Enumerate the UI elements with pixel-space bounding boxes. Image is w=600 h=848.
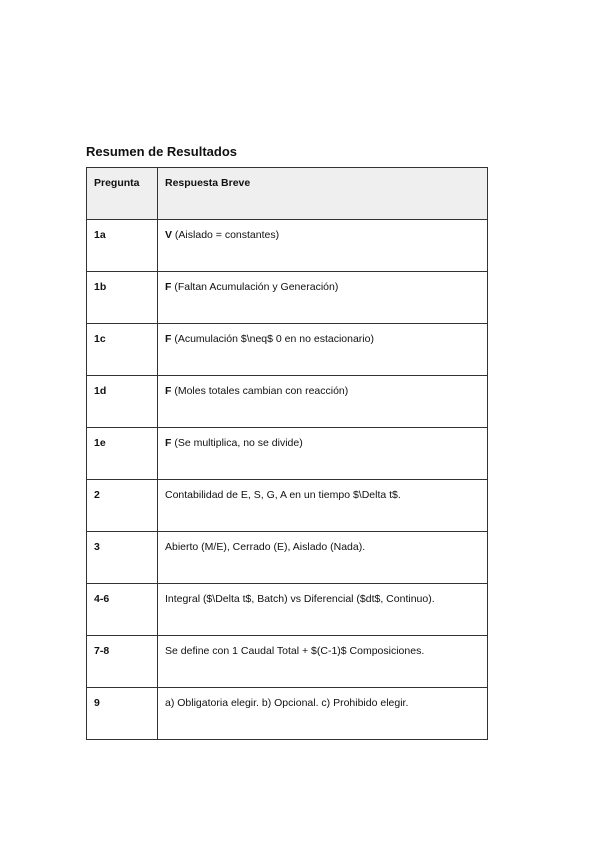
answer-text: (Se multiplica, no se divide) <box>171 437 303 449</box>
question-cell: 1e <box>87 428 158 480</box>
header-question: Pregunta <box>87 168 158 220</box>
answer-text: (Faltan Acumulación y Generación) <box>171 281 339 293</box>
answer-verdict: F <box>165 333 172 345</box>
question-cell: 1b <box>87 272 158 324</box>
table-row <box>87 480 488 532</box>
table-row <box>87 428 488 480</box>
table-row <box>87 376 488 428</box>
answer-cell <box>158 272 488 324</box>
answer-cell <box>158 584 488 636</box>
table-row <box>87 272 488 324</box>
table-body <box>87 220 488 740</box>
answer-verdict: F <box>165 281 172 293</box>
document-title: Resumen de Resultados <box>86 144 237 159</box>
answer-cell <box>158 688 488 740</box>
table-row <box>87 220 488 272</box>
question-cell: 4-6 <box>87 584 158 636</box>
answer-cell <box>158 532 488 584</box>
question-cell: 2 <box>87 480 158 532</box>
answer-text: (Aislado = constantes) <box>172 229 280 241</box>
table-header-row <box>87 168 488 220</box>
answer-text: (Moles totales cambian con reacción) <box>171 385 349 397</box>
results-table <box>86 167 488 740</box>
answer-verdict: F <box>165 385 172 397</box>
answer-text: Se define con 1 Caudal Total + $(C-1)$ Composiciones. <box>165 645 425 657</box>
header-answer: Respuesta Breve <box>158 168 488 220</box>
table-row <box>87 636 488 688</box>
question-cell: 1c <box>87 324 158 376</box>
question-cell: 1a <box>87 220 158 272</box>
answer-text: (Acumulación $\neq$ 0 en no estacionario) <box>171 333 374 345</box>
answer-verdict: F <box>165 437 172 449</box>
table-row <box>87 584 488 636</box>
table-row <box>87 688 488 740</box>
answer-cell <box>158 324 488 376</box>
answer-cell <box>158 376 488 428</box>
answer-cell <box>158 428 488 480</box>
answer-text: Abierto (M/E), Cerrado (E), Aislado (Nada). <box>165 541 366 553</box>
question-cell: 3 <box>87 532 158 584</box>
answer-text: a) Obligatoria elegir. b) Opcional. c) Prohibido elegir. <box>165 697 409 709</box>
answer-cell <box>158 480 488 532</box>
table-row <box>87 532 488 584</box>
question-cell: 1d <box>87 376 158 428</box>
answer-verdict: V <box>165 229 173 241</box>
question-cell: 7-8 <box>87 636 158 688</box>
question-cell: 9 <box>87 688 158 740</box>
answer-text: Contabilidad de E, S, G, A en un tiempo $\Delta t$. <box>165 489 401 501</box>
answer-text: Integral ($\Delta t$, Batch) vs Diferencial ($dt$, Continuo). <box>165 593 435 605</box>
table-row <box>87 324 488 376</box>
answer-cell <box>158 636 488 688</box>
answer-cell <box>158 220 488 272</box>
